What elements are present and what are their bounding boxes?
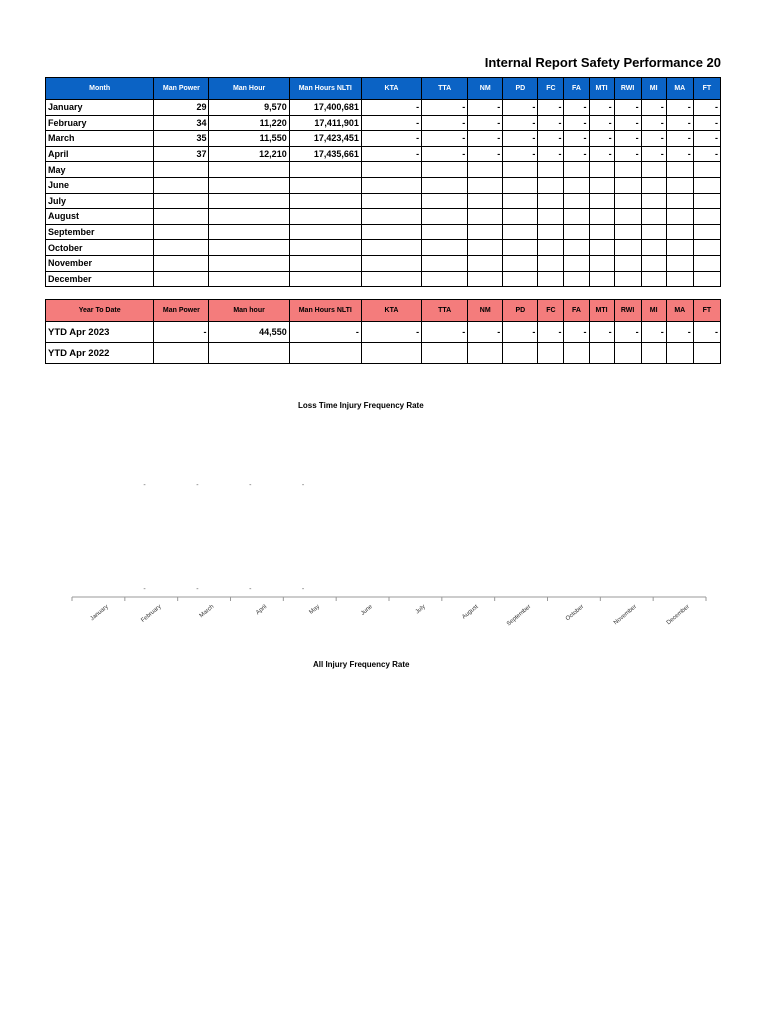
ytd-header-cell: NM [468, 300, 503, 322]
ytd-cell: - [564, 322, 589, 343]
ytd-header-cell: MA [666, 300, 693, 322]
monthly-cell: 11,220 [209, 115, 289, 131]
ltifr-x-tick-label: February [140, 603, 163, 624]
ltifr-x-tick-label: November [612, 603, 639, 627]
monthly-cell: - [361, 131, 421, 147]
ltifr-data-label: - [301, 482, 305, 489]
ltifr-x-tick-label: July [414, 603, 427, 616]
ytd-header-cell: FA [564, 300, 589, 322]
monthly-cell: - [614, 131, 641, 147]
ytd-cell: - [154, 322, 209, 343]
monthly-cell: - [693, 115, 720, 131]
ltifr-x-tick-label: June [360, 603, 374, 617]
monthly-cell: - [538, 146, 564, 162]
monthly-cell: - [614, 100, 641, 116]
ltifr-x-tick-label: August [461, 603, 480, 621]
ytd-header-cell: Man Power [154, 300, 209, 322]
monthly-cell: - [468, 146, 503, 162]
ltifr-data-label: - [196, 586, 199, 593]
monthly-row-label: February [46, 115, 154, 131]
ytd-cell: - [614, 322, 641, 343]
ytd-cell: - [693, 322, 720, 343]
ltifr-x-tick-label: September [506, 603, 533, 628]
monthly-cell: - [589, 131, 614, 147]
monthly-cell: - [641, 146, 666, 162]
monthly-row-label: June [46, 177, 154, 193]
monthly-cell: 11,550 [209, 131, 289, 147]
ytd-cell: - [289, 322, 361, 343]
ytd-header-cell: Man hour [209, 300, 289, 322]
monthly-cell: - [503, 100, 538, 116]
ytd-header-cell: FC [538, 300, 564, 322]
monthly-cell: - [422, 115, 468, 131]
monthly-cell: 37 [154, 146, 209, 162]
ytd-cell: - [422, 322, 468, 343]
ltifr-x-tick-label: March [198, 603, 216, 620]
monthly-cell: - [361, 100, 421, 116]
ltifr-data-label: - [249, 482, 252, 489]
ltifr-data-label: - [196, 482, 199, 489]
monthly-row-label: April [46, 146, 154, 162]
monthly-header-cell: Man Hour [209, 78, 289, 100]
monthly-header-cell: FA [564, 78, 589, 100]
monthly-cell: - [589, 115, 614, 131]
aifr-chart-title: All Injury Frequency Rate [313, 660, 410, 669]
monthly-cell: - [538, 131, 564, 147]
monthly-cell: 17,423,451 [289, 131, 361, 147]
monthly-row-label: October [46, 240, 154, 256]
ytd-header-cell: TTA [422, 300, 468, 322]
monthly-cell: - [361, 115, 421, 131]
monthly-header-cell: TTA [422, 78, 468, 100]
monthly-cell: - [693, 131, 720, 147]
monthly-cell: 17,400,681 [289, 100, 361, 116]
monthly-cell: - [641, 115, 666, 131]
monthly-header-cell: PD [503, 78, 538, 100]
ytd-row-label: YTD Apr 2023 [46, 322, 154, 343]
monthly-cell: - [564, 131, 589, 147]
ltifr-x-tick-label: May [308, 603, 322, 616]
monthly-cell: - [564, 115, 589, 131]
ltifr-data-label: - [143, 482, 146, 489]
ltifr-x-tick-label: January [89, 603, 110, 623]
monthly-cell: - [564, 146, 589, 162]
ltifr-data-label: - [249, 586, 252, 593]
ytd-header-cell: KTA [361, 300, 421, 322]
monthly-header-cell: RWI [614, 78, 641, 100]
monthly-row-label: March [46, 131, 154, 147]
monthly-cell: - [361, 146, 421, 162]
ytd-header-cell: Year To Date [46, 300, 154, 322]
monthly-row-label: November [46, 255, 154, 271]
monthly-cell: - [641, 100, 666, 116]
report-title: Internal Report Safety Performance 20 [484, 55, 721, 70]
monthly-cell: - [666, 131, 693, 147]
ytd-cell: - [589, 322, 614, 343]
monthly-header-cell: Man Hours NLTI [289, 78, 361, 100]
monthly-cell: - [538, 115, 564, 131]
monthly-cell: 17,411,901 [289, 115, 361, 131]
monthly-row-label: May [46, 162, 154, 178]
ytd-header-cell: MI [641, 300, 666, 322]
monthly-cell: - [468, 131, 503, 147]
monthly-row-label: September [46, 224, 154, 240]
monthly-cell: 29 [154, 100, 209, 116]
monthly-cell: - [641, 131, 666, 147]
ltifr-x-tick-label: December [665, 603, 691, 627]
monthly-cell: - [422, 146, 468, 162]
monthly-row-label: December [46, 271, 154, 287]
monthly-cell: 34 [154, 115, 209, 131]
monthly-cell: 9,570 [209, 100, 289, 116]
ytd-cell: - [503, 322, 538, 343]
monthly-cell: - [693, 146, 720, 162]
monthly-header-cell: MTI [589, 78, 614, 100]
ytd-row-label: YTD Apr 2022 [46, 343, 154, 364]
ltifr-x-tick-label: October [564, 603, 586, 623]
monthly-cell: - [614, 115, 641, 131]
monthly-cell: - [589, 146, 614, 162]
ytd-header-cell: RWI [614, 300, 641, 322]
ytd-cell: - [641, 322, 666, 343]
ltifr-data-label: - [301, 586, 305, 593]
monthly-header-cell: FT [693, 78, 720, 100]
monthly-cell: - [666, 115, 693, 131]
monthly-header-cell: Month [46, 78, 154, 100]
monthly-cell: - [564, 100, 589, 116]
ytd-header-cell: Man Hours NLTI [289, 300, 361, 322]
ytd-cell: - [361, 322, 421, 343]
monthly-row-label: August [46, 209, 154, 225]
monthly-cell: - [666, 146, 693, 162]
monthly-cell: - [468, 100, 503, 116]
monthly-cell: 17,435,661 [289, 146, 361, 162]
monthly-cell: - [503, 146, 538, 162]
monthly-header-cell: MA [666, 78, 693, 100]
monthly-row-label: January [46, 100, 154, 116]
monthly-cell: - [589, 100, 614, 116]
ytd-header-cell: FT [693, 300, 720, 322]
monthly-cell: - [503, 115, 538, 131]
monthly-cell: - [468, 115, 503, 131]
monthly-cell: - [614, 146, 641, 162]
monthly-cell: - [422, 100, 468, 116]
monthly-cell: - [693, 100, 720, 116]
ltifr-chart-title: Loss Time Injury Frequency Rate [298, 401, 424, 410]
monthly-cell: 35 [154, 131, 209, 147]
monthly-cell: - [666, 100, 693, 116]
ytd-cell: - [538, 322, 564, 343]
ytd-cell: 44,550 [209, 322, 289, 343]
monthly-header-cell: MI [641, 78, 666, 100]
ytd-header-cell: PD [503, 300, 538, 322]
ltifr-x-tick-label: April [255, 603, 269, 617]
monthly-cell: 12,210 [209, 146, 289, 162]
monthly-cell: - [538, 100, 564, 116]
monthly-header-cell: KTA [361, 78, 421, 100]
monthly-cell: - [503, 131, 538, 147]
monthly-cell: - [422, 131, 468, 147]
ytd-cell: - [666, 322, 693, 343]
monthly-row-label: July [46, 193, 154, 209]
ytd-header-cell: MTI [589, 300, 614, 322]
ltifr-data-label: - [143, 586, 146, 593]
monthly-header-cell: Man Power [154, 78, 209, 100]
monthly-header-cell: NM [468, 78, 503, 100]
ytd-cell: - [468, 322, 503, 343]
monthly-header-cell: FC [538, 78, 564, 100]
